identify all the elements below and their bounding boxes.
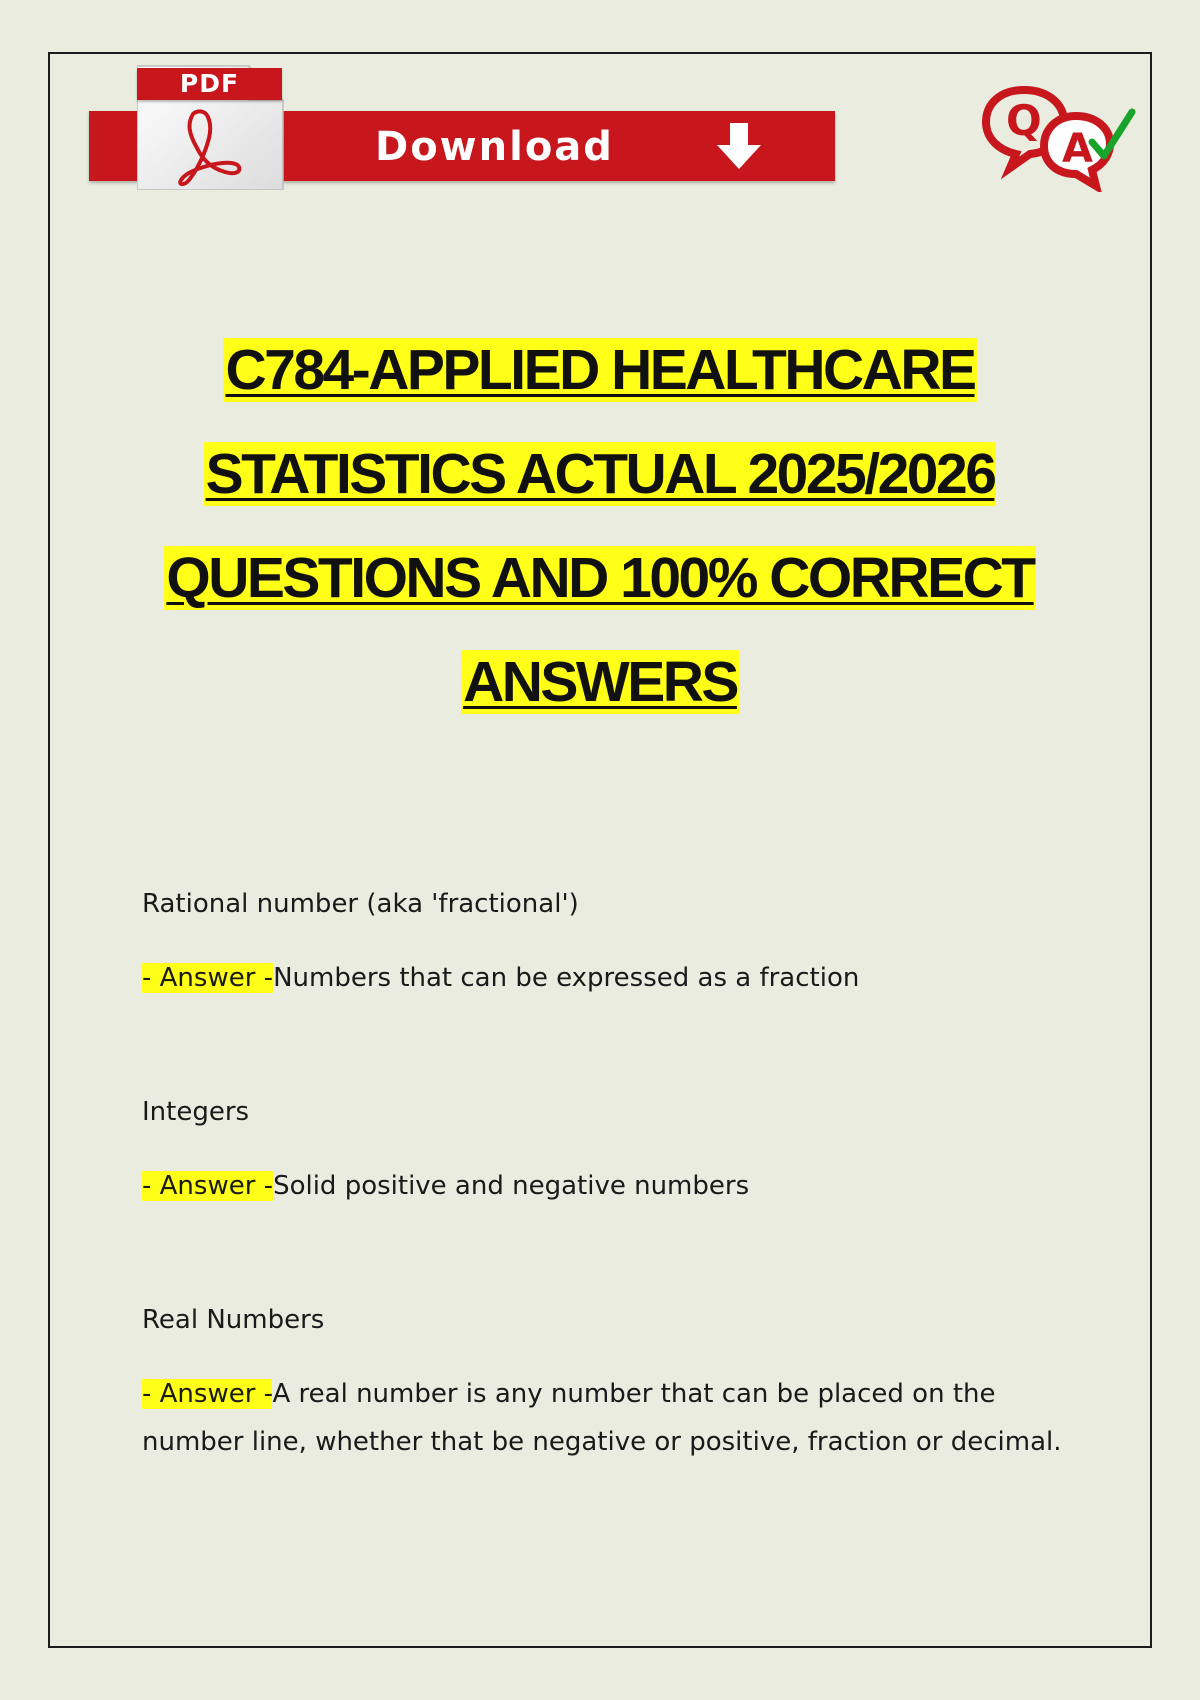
title-line: C784-APPLIED HEALTHCARE (225, 338, 975, 402)
question-text: Integers (142, 1097, 250, 1127)
answer-body: Solid positive and negative numbers (273, 1171, 750, 1201)
qa-item (142, 1092, 1102, 1210)
download-label: Download (375, 124, 614, 170)
qa-item (142, 884, 1102, 1002)
pdf-file-icon (137, 64, 285, 190)
logo-letter-q: Q (1006, 96, 1042, 145)
answer-prefix: - Answer - (142, 1171, 274, 1201)
answer-body: Numbers that can be expressed as a fraction (273, 963, 860, 993)
answer-text (142, 954, 1102, 1002)
title-line: QUESTIONS AND 100% CORRECT (166, 546, 1034, 610)
download-button[interactable] (89, 64, 835, 190)
document-title (100, 318, 1100, 734)
qa-item (142, 1300, 1102, 1466)
logo-letter-a: A (1062, 126, 1093, 172)
answer-prefix: - Answer - (142, 963, 274, 993)
download-arrow-icon (711, 119, 767, 175)
title-line: ANSWERS (463, 650, 737, 714)
pdf-label: PDF (137, 68, 282, 100)
answer-prefix: - Answer - (142, 1379, 273, 1409)
question-text: Rational number (aka 'fractional') (142, 889, 579, 919)
answer-body: A real number is any number that can be placed on the number line, whether that be negative or positive, fraction or decimal. (142, 1379, 1062, 1457)
qa-list (142, 884, 1102, 1466)
answer-text (142, 1162, 1102, 1210)
answer-text (142, 1370, 1102, 1466)
title-line: STATISTICS ACTUAL 2025/2026 (205, 442, 995, 506)
question-text: Real Numbers (142, 1305, 325, 1335)
qa-logo (980, 82, 1140, 192)
